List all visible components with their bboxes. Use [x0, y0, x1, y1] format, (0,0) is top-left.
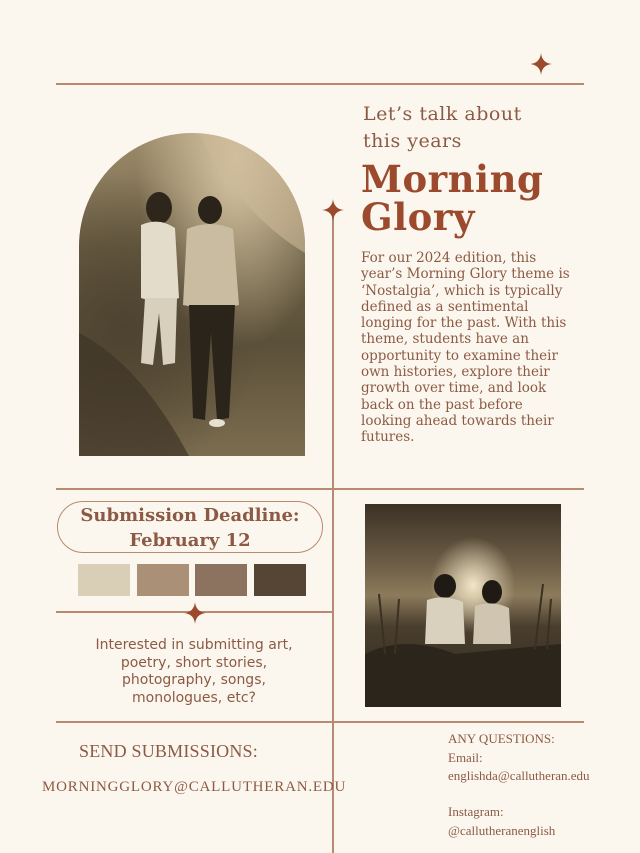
- instagram-label: Instagram:: [448, 804, 504, 819]
- color-swatch: [195, 564, 247, 596]
- title-morning: Morning: [361, 157, 544, 201]
- lake-photo-couple-sitting: [365, 504, 561, 707]
- color-swatch: [78, 564, 130, 596]
- bottom-rule: [56, 721, 584, 723]
- intro-line-2: this years: [363, 130, 462, 152]
- questions-label: ANY QUESTIONS:: [448, 731, 555, 746]
- contact-email-link[interactable]: englishda@callutheran.edu: [448, 768, 590, 783]
- theme-description: For our 2024 edition, this year’s Morning Glory theme is ‘Nostalgia’, which is typically defined as a sentimental longing for the past. With this theme, students have an opportunity to examine their own histories, explore their growth over time, and look back on the past before looking ahead towards their futures.: [361, 250, 570, 446]
- intro-line-1: Let’s talk about: [363, 103, 522, 125]
- top-rule: [56, 83, 584, 85]
- sparkle-icon: [322, 199, 344, 221]
- arch-photo-couple-walking: [79, 133, 305, 456]
- sparkle-icon: [530, 53, 552, 75]
- send-submissions-label: SEND SUBMISSIONS:: [79, 741, 258, 761]
- submission-email-link[interactable]: MORNINGGLORY@CALLUTHERAN.EDU: [42, 779, 347, 795]
- email-label: Email:: [448, 750, 483, 765]
- deadline-label: Submission Deadline:: [80, 505, 300, 526]
- photo-illustration: [365, 504, 561, 707]
- submission-types-text: Interested in submitting art, poetry, short stories, photography, songs, monologues, etc?: [95, 637, 293, 706]
- deadline-box: [57, 501, 323, 553]
- title-glory: Glory: [361, 195, 475, 239]
- instagram-handle-link[interactable]: @callutheranenglish: [448, 823, 556, 838]
- middle-rule: [56, 488, 584, 490]
- photo-illustration: [79, 133, 305, 456]
- color-swatch: [254, 564, 306, 596]
- color-swatch: [137, 564, 189, 596]
- deadline-date: February 12: [129, 530, 251, 551]
- sparkle-icon: [184, 602, 206, 624]
- center-vertical-rule: [332, 208, 334, 853]
